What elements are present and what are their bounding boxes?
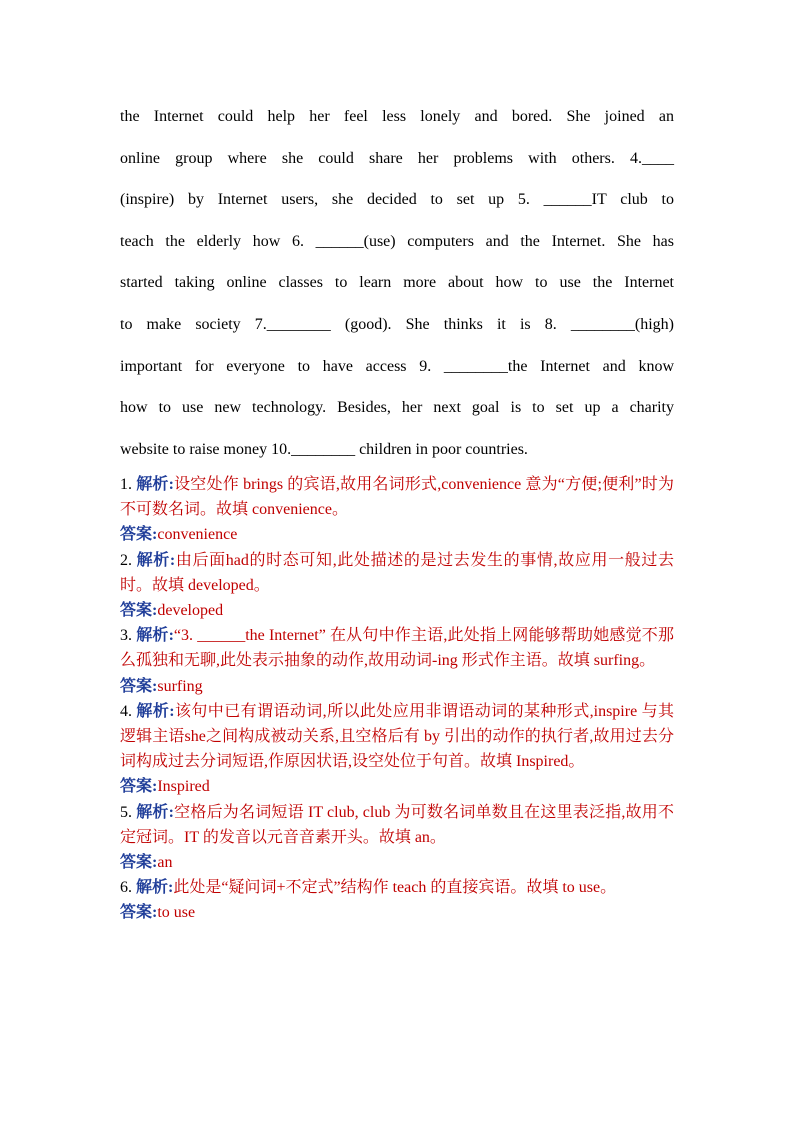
passage-line: (inspire) by Internet users, she decided to set up 5. ______IT club to: [120, 191, 674, 209]
analysis-text: [120, 623, 674, 673]
answer-item: [120, 875, 674, 925]
analysis-label: 解析:: [136, 476, 174, 493]
passage-line: online group where she could share her problems with others. 4.____: [120, 149, 674, 167]
passage-line: important for everyone to have access 9. ________the Internet and know: [120, 357, 674, 375]
answer-label: 答案:: [120, 778, 158, 796]
analysis-text: [120, 548, 674, 598]
analysis-body: 此处是“疑问词+不定式”结构作 teach 的直接宾语。故填 to use。: [173, 879, 617, 897]
analysis-text: [120, 875, 674, 900]
passage-line: website to raise money 10.________ children in poor countries.: [120, 440, 528, 458]
analysis-body: 空格后为名词短语 IT club, club 为可数名词单数且在这里表泛指,故用不定冠词。IT 的发音以元音音素开头。故填 an。: [120, 803, 674, 846]
answer-row: [120, 900, 674, 925]
answer-item: [120, 699, 674, 800]
answer-row: [120, 674, 674, 699]
answer-row: [120, 522, 674, 547]
passage-line: to make society 7.________ (good). She thinks it is 8. ________(high): [120, 315, 674, 333]
answer-item: [120, 548, 674, 624]
analysis-label: 解析:: [136, 803, 174, 821]
answer-label: 答案:: [120, 904, 158, 922]
passage: [120, 98, 674, 472]
analysis-label: 解析:: [136, 702, 175, 720]
passage-line: the Internet could help her feel less lonely and bored. She joined an: [120, 108, 674, 125]
answer-value: Inspired: [157, 778, 210, 796]
answer-label: 答案:: [120, 526, 158, 544]
answer-key: [120, 472, 674, 926]
passage-line: how to use new technology. Besides, her next goal is to set up a charity: [120, 399, 674, 417]
answer-row: [120, 774, 674, 799]
answer-label: 答案:: [120, 854, 158, 872]
item-number: 6.: [120, 879, 132, 897]
answer-value: to use: [157, 904, 196, 922]
analysis-text: [120, 699, 674, 775]
item-number: 2.: [120, 551, 132, 569]
item-number: 5.: [120, 803, 132, 821]
answer-label: 答案:: [120, 602, 158, 620]
answer-item: [120, 472, 674, 548]
answer-value: convenience: [157, 526, 238, 544]
analysis-label: 解析:: [136, 879, 174, 897]
answer-value: surfing: [157, 677, 203, 695]
answer-item: [120, 800, 674, 876]
analysis-label: 解析:: [136, 551, 176, 569]
item-number: 1.: [120, 476, 132, 493]
answer-label: 答案:: [120, 677, 158, 695]
answer-row: [120, 598, 674, 623]
answer-row: [120, 850, 674, 875]
analysis-body: 该句中已有谓语动词,所以此处应用非谓语动词的某种形式,inspire 与其逻辑主语she之间构成被动关系,且空格后有 by 引出的动作的执行者,故用过去分词构成过去分词短语,作原因状语,设空处位于句首。故填 Inspired。: [120, 702, 674, 771]
passage-line: teach the elderly how 6. ______(use) computers and the Internet. She has: [120, 232, 674, 250]
item-number: 4.: [120, 702, 132, 720]
analysis-label: 解析:: [136, 627, 174, 645]
item-number: 3.: [120, 627, 132, 645]
analysis-body: 设空处作 brings 的宾语,故用名词形式,convenience 意为“方便;便利”时为不可数名词。故填 convenience。: [120, 476, 674, 519]
passage-line: started taking online classes to learn more about how to use the Internet: [120, 274, 674, 292]
answer-value: developed: [157, 602, 224, 620]
analysis-text: [120, 472, 674, 522]
analysis-body: “3. ______the Internet” 在从句中作主语,此处指上网能够帮助她感觉不那么孤独和无聊,此处表示抽象的动作,故用动词-ing 形式作主语。故填 surfing。: [120, 627, 674, 670]
analysis-text: [120, 800, 674, 850]
answer-value: an: [157, 854, 173, 872]
answer-item: [120, 623, 674, 699]
analysis-body: 由后面had的时态可知,此处描述的是过去发生的事情,故应用一般过去时。故填 developed。: [120, 551, 674, 594]
